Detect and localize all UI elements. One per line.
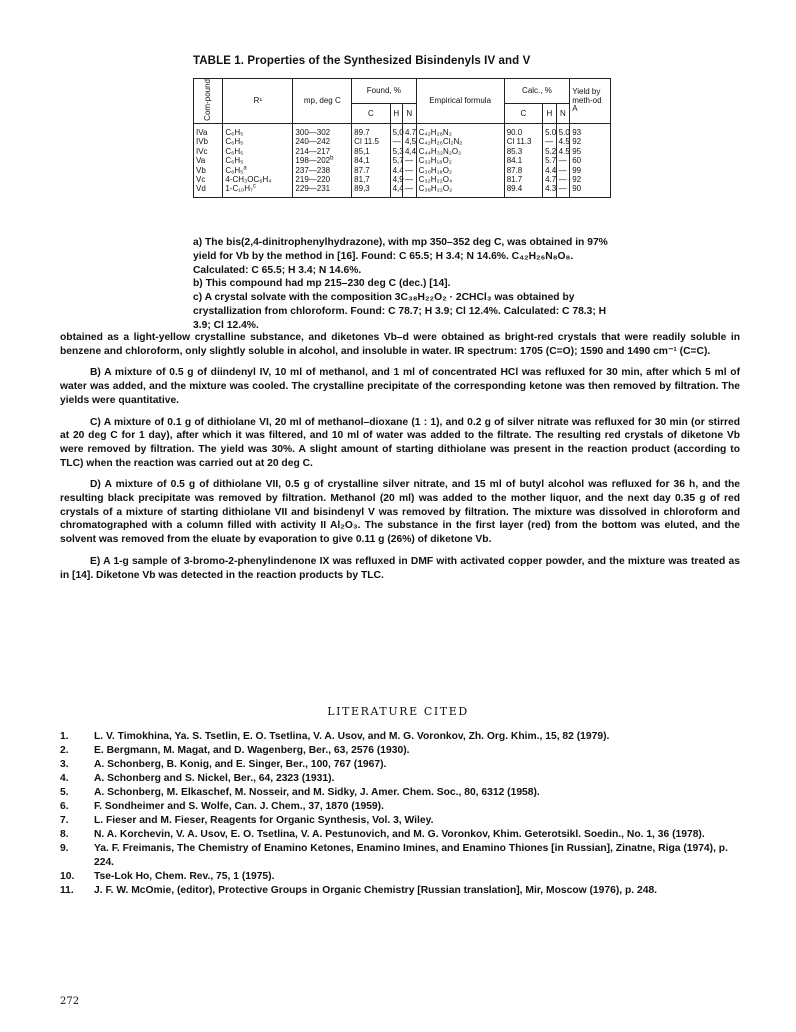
cell-formula: C₄₂H₂₈N₂ (416, 123, 504, 137)
footnote-b: b) This compound had mp 215–230 deg C (dec.) [14]. (193, 278, 451, 290)
cell-found-n: 4,5 (403, 137, 417, 146)
cell-found-n: — (403, 156, 417, 165)
reference-item (60, 772, 742, 786)
cell-r: C₆H₅ (223, 156, 293, 165)
cell-found-n: — (403, 175, 417, 184)
header-found-c: C (352, 103, 390, 123)
cell-yield: 60 (570, 156, 611, 165)
reference-number: 10. (60, 871, 75, 882)
cell-found-h: 4,4 (390, 184, 402, 197)
reference-item (60, 870, 742, 884)
cell-r: C₆H₅ (223, 147, 293, 156)
cell-yield: 90 (570, 184, 611, 197)
reference-number: 9. (60, 843, 69, 854)
reference-text: J. F. W. McOmie, (editor), Protective Groups in Organic Chemistry [Russian translation], Mir, Moscow (1976), p. 248. (94, 885, 658, 896)
cell-compound: Vb (194, 165, 223, 174)
paragraph-method-d: D) A mixture of 0.5 g of dithiolane VII, 0.5 g of crystalline silver nitrate, and 15 ml of butyl alcohol was refluxed for 36 h, and the resulting black precipitate was removed by filtration. Methanol (20 ml) was added to the mother liquor, and the next day 0.35 g of red crystals of a mixture of starting dithiolane VII and bisindenyl V was removed by filtration. The mixture was dissolved in chloroform and chromatographed with a column filled with activity II Al₂O₃. The substance in the first layer (red) from the bottom was eluted, and the solvent was removed from the eluate by evaporation to give 0.11 g (26%) of diketone Vb. (60, 479, 740, 546)
cell-calc-c: 87.8 (504, 165, 542, 174)
cell-compound: IVa (194, 123, 223, 137)
table-row (194, 137, 611, 146)
reference-number: 5. (60, 787, 69, 798)
cell-compound: Vd (194, 184, 223, 197)
cell-yield: 92 (570, 175, 611, 184)
paragraph-method-c: C) A mixture of 0.1 g of dithiolane VI, 20 ml of methanol–dioxane (1 : 1), and 0.2 g of silver nitrate was refluxed for 30 min (or stirred at 20 deg C for 1 day), after which it was filtered, and 10 ml of water was added to the filtrate. The resulting red crystals of diketone Vb were removed by filtration. The yield was 30%. A slight amount of starting dithiolane was present in the reaction product (according to TLC) when the reaction was carried out at 20 deg C. (60, 416, 740, 469)
literature-heading: LITERATURE CITED (327, 705, 469, 718)
properties-table (193, 78, 611, 198)
cell-calc-n: — (556, 175, 570, 184)
cell-calc-h: — (543, 137, 557, 146)
cell-found-n: — (403, 184, 417, 197)
reference-number: 1. (60, 731, 69, 742)
cell-calc-n: — (556, 184, 570, 197)
cell-r: C₆H₅$^a$ (223, 165, 293, 174)
cell-found-h: — (390, 137, 402, 146)
cell-compound: Va (194, 156, 223, 165)
body-text (60, 331, 740, 590)
table-row (194, 165, 611, 174)
cell-calc-c: 89.4 (504, 184, 542, 197)
table-title: TABLE 1. Properties of the Synthesized Bisindenyls IV and V (193, 55, 531, 67)
cell-mp: 219—220 (293, 175, 352, 184)
paragraph-method-e: E) A 1-g sample of 3-bromo-2-phenylindenone IX was refluxed in DMF with activated copper powder, and the mixture was treated as in [14]. Diketone Vb was detected in the reaction products by TLC. (60, 555, 740, 581)
reference-item (60, 828, 742, 842)
reference-item (60, 842, 742, 870)
reference-item (60, 730, 742, 744)
header-r: R¹ (223, 79, 293, 124)
cell-calc-n: — (556, 165, 570, 174)
cell-compound: IVc (194, 147, 223, 156)
reference-text: A. Schonberg, B. Konig, and E. Singer, Ber., 100, 767 (1967). (94, 759, 387, 770)
reference-item (60, 814, 742, 828)
cell-found-c: 89,3 (352, 184, 390, 197)
cell-yield: 95 (570, 147, 611, 156)
table-row (194, 156, 611, 165)
cell-yield: 99 (570, 165, 611, 174)
reference-text: L. V. Timokhina, Ya. S. Tsetlin, E. O. Tsetlina, V. A. Usov, and M. G. Voronkov, Zh. Org. Khim., 15, 82 (1979). (94, 731, 610, 742)
table-row (194, 147, 611, 156)
header-calc-n: N (556, 103, 570, 123)
cell-calc-c: 90.0 (504, 123, 542, 137)
reference-text: E. Bergmann, M. Magat, and D. Wagenberg, Ber., 63, 2576 (1930). (94, 745, 410, 756)
footnote-a: a) The bis(2,4-dinitrophenylhydrazone), with mp 350–352 deg C, was obtained in 97% yield for Vb by the method in [16]. Found: C 65.5; H 3.4; N 14.6%. C₄₂H₂₆N₈O₈. Calculated: C 65.5; H 3.4; N 14.6%. (193, 237, 608, 276)
cell-formula: C₃₀H₁₈O₂ (416, 165, 504, 174)
cell-found-n: 4.7 (403, 123, 417, 137)
reference-text: N. A. Korchevin, V. A. Usov, E. O. Tsetlina, V. A. Pestunovich, and M. G. Voronkov, Khim. Geterotsikl. Soedin., No. 1, 36 (1978). (94, 829, 705, 840)
header-calc-h: H (543, 103, 557, 123)
cell-calc-c: Cl 11.3 (504, 137, 542, 146)
header-found-n: N (403, 103, 417, 123)
cell-calc-c: 84.1 (504, 156, 542, 165)
cell-calc-n: — (556, 156, 570, 165)
reference-item (60, 884, 742, 898)
footnote-c: c) A crystal solvate with the composition 3C₃₈H₂₂O₂ · 2CHCl₃ was obtained by crystallization from chloroform. Found: C 78.7; H 3.9; Cl 12.4%. Calculated: C 78.3; H 3.9; Cl 12.4%. (193, 292, 607, 331)
cell-r: C₆H₅ (223, 123, 293, 137)
cell-yield: 92 (570, 137, 611, 146)
header-found: Found, % (352, 79, 416, 104)
cell-mp: 214—217 (293, 147, 352, 156)
cell-formula: C₄₂H₂₆Cl₂N₂ (416, 137, 504, 146)
cell-found-c: 81,7 (352, 175, 390, 184)
cell-found-c: 87.7 (352, 165, 390, 174)
reference-item (60, 758, 742, 772)
reference-text: Tse-Lok Ho, Chem. Rev., 75, 1 (1975). (94, 871, 275, 882)
table-body (194, 123, 611, 197)
reference-number: 2. (60, 745, 69, 756)
header-calc: Calc., % (504, 79, 570, 104)
reference-number: 3. (60, 759, 69, 770)
table-row (194, 175, 611, 184)
cell-found-h: 4,9 (390, 175, 402, 184)
cell-calc-h: 4.7 (543, 175, 557, 184)
header-compound: Com-pound (194, 79, 223, 124)
cell-r: C₆H₅ (223, 137, 293, 146)
cell-calc-n: 5.0 (556, 123, 570, 137)
header-mp: mp, deg C (293, 79, 352, 124)
cell-calc-c: 81.7 (504, 175, 542, 184)
footnote-marker: c (252, 183, 256, 190)
reference-item (60, 800, 742, 814)
table-row (194, 123, 611, 137)
reference-text: F. Sondheimer and S. Wolfe, Can. J. Chem., 37, 1870 (1959). (94, 801, 384, 812)
cell-found-h: 5,3 (390, 147, 402, 156)
page-number: 272 (60, 996, 80, 1007)
header-calc-c: C (504, 103, 542, 123)
cell-compound: IVb (194, 137, 223, 146)
reference-text: A. Schonberg, M. Elkaschef, M. Nosseir, and M. Sidky, J. Amer. Chem. Soc., 80, 6312 (1958). (94, 787, 540, 798)
cell-found-h: 5,0 (390, 123, 402, 137)
cell-found-h: 4.4 (390, 165, 402, 174)
table-row (194, 184, 611, 197)
cell-mp: 229—231 (293, 184, 352, 197)
cell-mp: 300—302 (293, 123, 352, 137)
cell-found-c: Cl 11.5 (352, 137, 390, 146)
reference-number: 8. (60, 829, 69, 840)
footnote-marker: a (243, 164, 247, 171)
reference-item (60, 786, 742, 800)
cell-calc-h: 4.4 (543, 165, 557, 174)
cell-found-n: 4,4 (403, 147, 417, 156)
cell-formula: C₃₂H₁₈O₂ (416, 156, 504, 165)
cell-found-n: — (403, 165, 417, 174)
cell-formula: C₃₂H₂₂O₄ (416, 175, 504, 184)
header-yield: Yield by meth-od A (570, 79, 611, 124)
reference-number: 4. (60, 773, 69, 784)
reference-number: 7. (60, 815, 69, 826)
cell-mp: 198—202$^b$ (293, 156, 352, 165)
reference-list (60, 730, 742, 898)
cell-calc-c: 85.3 (504, 147, 542, 156)
reference-number: 11. (60, 885, 74, 896)
header-empirical: Empirical formula (416, 79, 504, 124)
reference-text: A. Schonberg and S. Nickel, Ber., 64, 2323 (1931). (94, 773, 335, 784)
cell-mp: 240—242 (293, 137, 352, 146)
cell-found-c: 84,1 (352, 156, 390, 165)
cell-calc-n: 4.5 (556, 147, 570, 156)
table-footnotes (193, 236, 613, 333)
cell-found-c: 89.7 (352, 123, 390, 137)
paragraph-method-b: B) A mixture of 0.5 g of diindenyl IV, 10 ml of methanol, and 1 ml of concentrated HCl was refluxed for 30 min, after which 5 ml of water was added, and the mixture was cooled. The crystalline precipitate of the corresponding ketone was then removed by filtration. The yields were quantitative. (60, 367, 740, 406)
paragraph-intro: obtained as a light-yellow crystalline substance, and diketones Vb–d were obtained as bright-red crystals that were readily soluble in benzene and chloroform, only slightly soluble in alcohol, and insoluble in water. IR spectrum: 1705 (C=O); 1590 and 1490 cm⁻¹ (C=C). (60, 332, 740, 357)
cell-calc-h: 5.7 (543, 156, 557, 165)
cell-calc-h: 5.2 (543, 147, 557, 156)
reference-text: L. Fieser and M. Fieser, Reagents for Organic Synthesis, Vol. 3, Wiley. (94, 815, 434, 826)
header-found-h: H (390, 103, 402, 123)
reference-text: Ya. F. Freimanis, The Chemistry of Enamino Ketones, Enamino Imines, and Enamino Thiones [in Russian], Zinatne, Riga (1974), p. 224. (94, 843, 728, 868)
cell-calc-h: 4.3 (543, 184, 557, 197)
cell-formula: C₄₄H₃₂N₂O₂ (416, 147, 504, 156)
cell-formula: C₃₈H₂₂O₂ (416, 184, 504, 197)
cell-found-h: 5,7 (390, 156, 402, 165)
reference-number: 6. (60, 801, 69, 812)
cell-compound: Vc (194, 175, 223, 184)
reference-item (60, 744, 742, 758)
footnote-marker: b (330, 155, 334, 162)
cell-r: 4-CH₃OC₆H₄ (223, 175, 293, 184)
cell-found-c: 85,1 (352, 147, 390, 156)
cell-calc-h: 5.0 (543, 123, 557, 137)
cell-yield: 93 (570, 123, 611, 137)
cell-r: 1-C₁₀H₇$^c$ (223, 184, 293, 197)
cell-mp: 237—238 (293, 165, 352, 174)
cell-calc-n: 4.5 (556, 137, 570, 146)
